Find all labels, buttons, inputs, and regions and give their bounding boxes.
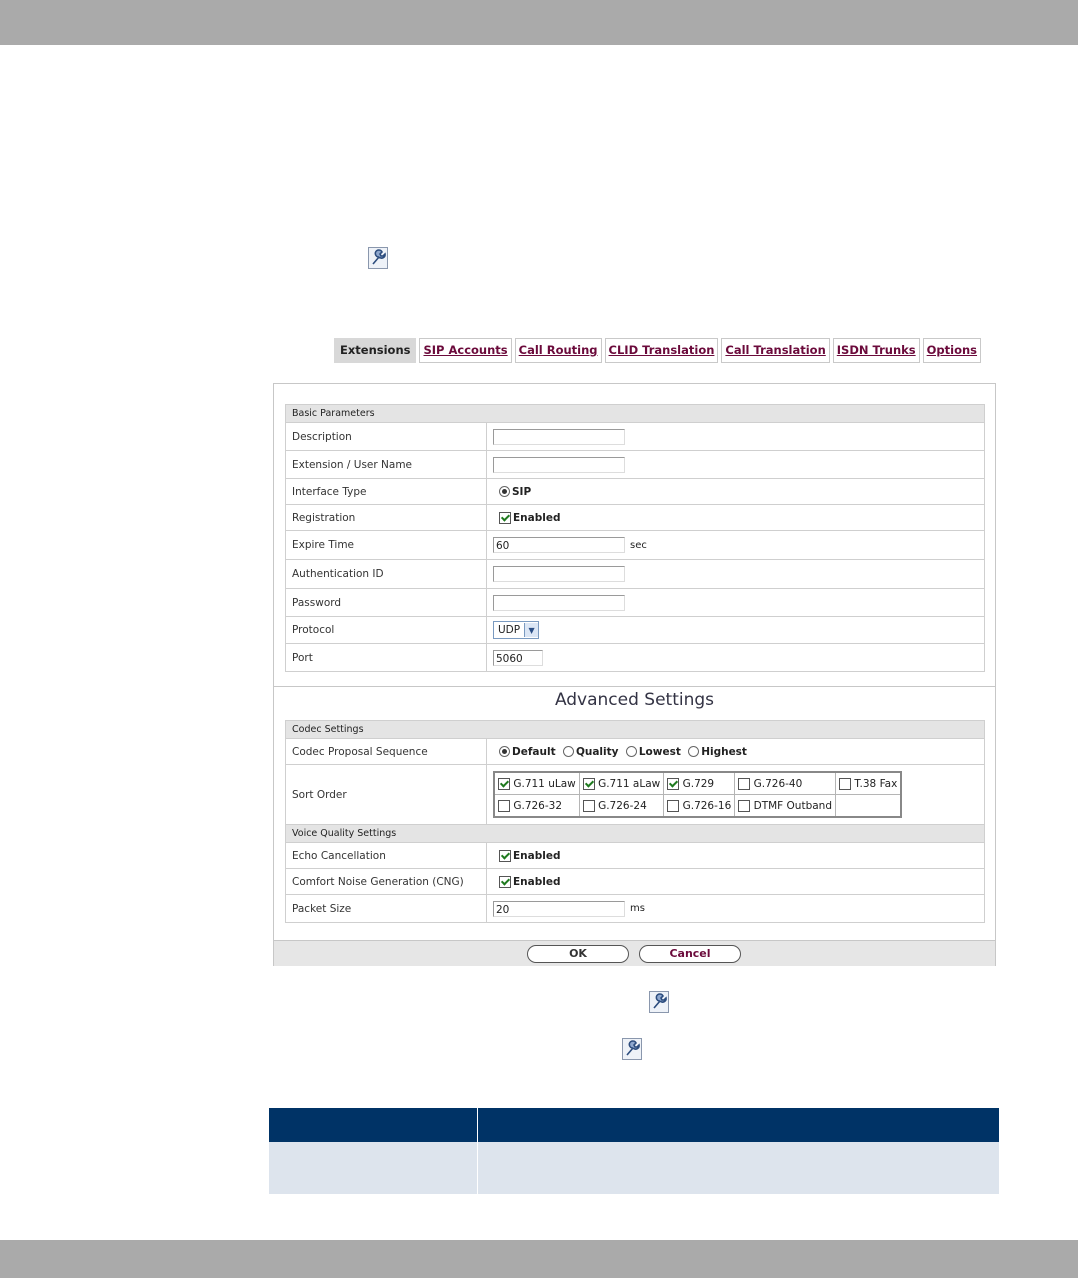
expire-time-label: Expire Time [286,531,487,560]
codec-checkbox[interactable] [498,800,510,812]
sip-radio[interactable] [499,486,510,497]
tab-bar [334,338,981,363]
tab-extensions[interactable]: Extensions [334,338,416,363]
packet-size-field[interactable]: 20 [493,901,625,917]
password-label: Password [286,589,487,617]
authentication-id-label: Authentication ID [286,560,487,589]
expire-unit: sec [630,539,647,551]
expire-time-field[interactable]: 60 [493,537,625,553]
codec-label: DTMF Outband [753,799,833,812]
echo-cancellation-label: Echo Cancellation [286,843,487,869]
doc-table-cell [269,1142,478,1194]
codec-label: G.729 [682,777,715,790]
highest-option-label: Highest [701,745,747,758]
cng-enabled-label: Enabled [513,875,561,888]
tab-call-routing[interactable]: Call Routing [515,338,602,363]
interface-type-label: Interface Type [286,479,487,505]
codec-label: G.726-40 [753,777,803,790]
tab-options[interactable]: Options [923,338,981,363]
cng-checkbox[interactable] [499,876,511,888]
table-row [269,1142,999,1194]
echo-cancellation-checkbox[interactable] [499,850,511,862]
codec-label: G.711 uLaw [513,777,576,790]
tab-sip-accounts[interactable]: SIP Accounts [419,338,511,363]
wrench-icon [649,991,669,1013]
sort-order-label: Sort Order [286,765,487,825]
codec-label: G.711 aLaw [598,777,661,790]
port-field[interactable]: 5060 [493,650,543,666]
advanced-settings-title: Advanced Settings [554,690,715,710]
codec-settings-header: Codec Settings [286,721,985,739]
codec-label: G.726-24 [598,799,647,812]
description-label: Description [286,423,487,451]
tab-isdn-trunks[interactable]: ISDN Trunks [833,338,920,363]
codec-checkbox[interactable] [667,800,679,812]
echo-enabled-label: Enabled [513,849,561,862]
port-label: Port [286,644,487,672]
registration-enabled-label: Enabled [513,511,561,524]
codec-checkbox[interactable] [583,778,595,790]
sip-option-label: SIP [512,485,532,498]
highest-radio[interactable] [688,746,699,757]
doc-table-header [269,1108,999,1142]
default-radio[interactable] [499,746,510,757]
doc-table-header-cell [269,1108,478,1142]
sort-order-grid [493,771,902,818]
codec-checkbox[interactable] [738,800,750,812]
codec-proposal-label: Codec Proposal Sequence [286,739,487,765]
bottom-footer-bar [0,1240,1078,1278]
authentication-id-field[interactable] [493,566,625,582]
codec-checkbox[interactable] [738,778,750,790]
wrench-icon [622,1038,642,1060]
tab-clid-translation[interactable]: CLID Translation [605,338,719,363]
registration-checkbox[interactable] [499,512,511,524]
divider [274,686,995,687]
lowest-option-label: Lowest [638,745,681,758]
codec-checkbox[interactable] [583,800,595,812]
quality-option-label: Quality [575,745,619,758]
extension-field[interactable] [493,457,625,473]
codec-checkbox[interactable] [498,778,510,790]
registration-label: Registration [286,505,487,531]
protocol-select[interactable] [493,621,539,639]
protocol-label: Protocol [286,617,487,644]
section-header: Basic Parameters [286,405,985,423]
password-field[interactable] [493,595,625,611]
cancel-button[interactable]: Cancel [639,945,741,963]
settings-panel [273,383,996,966]
packet-unit: ms [630,903,645,914]
wrench-icon [368,247,388,269]
doc-table [269,1108,999,1194]
basic-parameters-table [285,404,985,672]
chevron-down-icon[interactable]: ▼ [524,623,538,637]
cng-label: Comfort Noise Generation (CNG) [286,869,487,895]
codec-label: T.38 Fax [854,777,898,790]
top-header-bar [0,0,1078,45]
quality-radio[interactable] [563,746,574,757]
codec-checkbox[interactable] [667,778,679,790]
extension-label: Extension / User Name [286,451,487,479]
packet-size-label: Packet Size [286,895,487,923]
codec-label: G.726-32 [513,799,563,812]
default-option-label: Default [512,745,556,758]
advanced-settings-table [285,720,985,923]
tab-call-translation[interactable]: Call Translation [721,338,829,363]
ok-button[interactable]: OK [527,945,629,963]
voice-quality-header: Voice Quality Settings [286,825,985,843]
protocol-value: UDP [498,624,521,636]
codec-checkbox[interactable] [839,778,851,790]
description-field[interactable] [493,429,625,445]
form-footer [274,940,995,966]
codec-label: G.726-16 [682,799,732,812]
lowest-radio[interactable] [626,746,637,757]
